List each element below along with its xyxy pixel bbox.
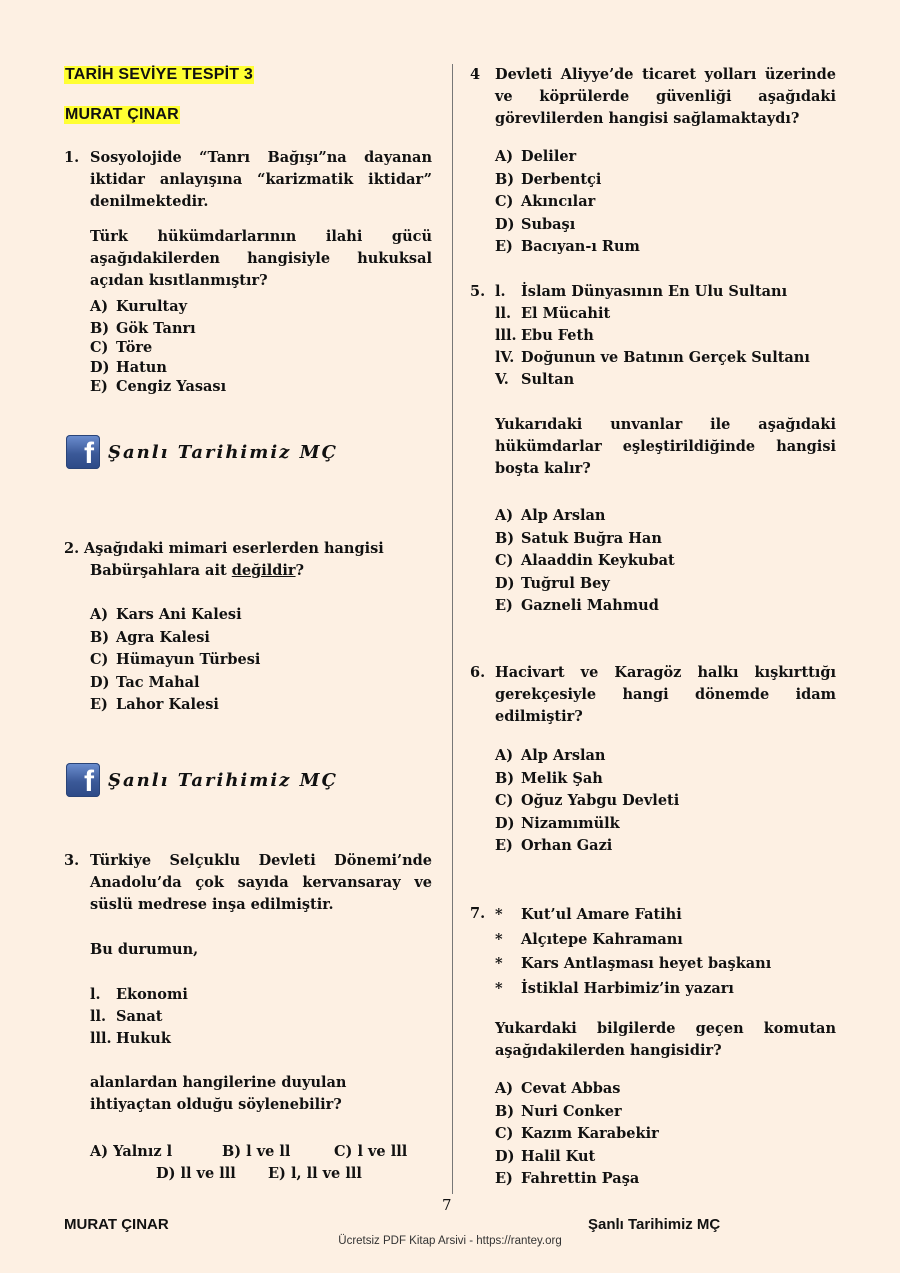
option-a[interactable]: A) Deliler (495, 148, 577, 165)
question-stem: Hacivart ve Karagöz halkı kışkırttığı gerekçesiyle hangi dönemde idam edilmiştir? (495, 664, 836, 725)
list-item: lll. Ebu Feth (495, 327, 594, 344)
option-a[interactable]: A) Yalnız l (90, 1143, 173, 1160)
question-prompt: Türk hükümdarlarının ilahi gücü aşağıdakilerden hangisiyle hukuksal açıdan kısıtlanmıştır? (90, 228, 432, 289)
option-e[interactable]: E) Lahor Kalesi (90, 696, 219, 713)
option-c[interactable]: C) Töre (90, 339, 153, 356)
option-b[interactable]: B) Satuk Buğra Han (495, 529, 662, 547)
question-prompt: alanlardan hangilerine duyulan ihtiyaçtan olduğu söylenebilir? (90, 1074, 357, 1113)
list-item: * Kut’ul Amare Fatihi (495, 906, 682, 923)
question-prompt: Babürşahlara ait değildir? (90, 562, 305, 579)
question-stem: Devleti Aliyye’de ticaret yolları üzerinde ve köprülerde güvenliği aşağıdaki görevlilerden hangisi sağlamaktaydı? (495, 66, 836, 127)
facebook-banner[interactable] (66, 763, 338, 797)
question-1-options (90, 296, 226, 397)
option-e[interactable]: E) Cengiz Yasası (90, 378, 227, 395)
option-d[interactable]: D) Nizamımülk (495, 814, 620, 832)
option-e[interactable]: E) l, ll ve lll (268, 1165, 362, 1182)
option-b[interactable]: B) Nuri Conker (495, 1102, 622, 1120)
question-stem: Sosyolojide “Tanrı Bağışı”na dayanan iktidar anlayışına “karizmatik iktidar” denilmektedir. (90, 149, 432, 210)
list-item: l. İslam Dünyasının En Ulu Sultanı (495, 283, 788, 300)
facebook-page-name: Şanlı Tarihimiz MÇ (108, 441, 338, 463)
question-number: 5. (470, 283, 486, 300)
question-stem: Aşağıdaki mimari eserlerden hangisi (84, 540, 384, 557)
negation-word: değildir (231, 562, 296, 579)
facebook-icon: f (66, 763, 100, 797)
question-number: 6. (470, 664, 486, 681)
question-number: 1. (64, 149, 80, 166)
facebook-page-name: Şanlı Tarihimiz MÇ (108, 769, 338, 791)
option-b[interactable]: B) Agra Kalesi (90, 628, 210, 646)
question-7-items (495, 903, 836, 1001)
question-4-options (495, 146, 640, 259)
question-7-options (495, 1078, 659, 1191)
question-5-items (495, 281, 836, 391)
list-item: * Alçıtepe Kahramanı (495, 930, 683, 948)
question-number: 2. (64, 540, 80, 557)
list-item: lll. Hukuk (90, 1030, 171, 1047)
list-item: * Kars Antlaşması heyet başkanı (495, 955, 772, 972)
facebook-icon: f (66, 435, 100, 469)
question-number: 4 (470, 66, 481, 83)
option-a[interactable]: A) Kars Ani Kalesi (90, 606, 242, 623)
question-6-options (495, 745, 679, 858)
list-item: V. Sultan (495, 371, 575, 388)
question-4 (470, 64, 836, 130)
question-stem: Türkiye Selçuklu Devleti Dönemi’nde Anadolu’da çok sayıda kervansaray ve süslü medrese inşa edilmiştir. (90, 852, 432, 913)
option-d[interactable]: D) Hatun (90, 358, 167, 376)
question-number: 7. (470, 905, 486, 922)
question-number: 3. (64, 852, 80, 869)
option-b[interactable]: B) Melik Şah (495, 769, 603, 787)
option-d[interactable]: D) Subaşı (495, 215, 576, 233)
option-b[interactable]: B) l ve ll (222, 1143, 291, 1160)
option-c[interactable]: C) l ve lll (334, 1143, 408, 1160)
list-item: ll. Sanat (90, 1008, 163, 1025)
question-7 (470, 903, 836, 1062)
question-2-options (90, 604, 260, 717)
option-d[interactable]: D) Tac Mahal (90, 673, 200, 691)
option-c[interactable]: C) Kazım Karabekir (495, 1125, 659, 1142)
list-item: l. Ekonomi (90, 986, 188, 1003)
option-e[interactable]: E) Fahrettin Paşa (495, 1170, 640, 1187)
option-e[interactable]: E) Gazneli Mahmud (495, 597, 659, 614)
question-prompt: Yukarıdaki unvanlar ile aşağıdaki hükümdarlar eşleştirildiğinde hangisi boşta kalır? (495, 416, 836, 477)
option-d[interactable]: D) Tuğrul Bey (495, 574, 610, 592)
option-a[interactable]: A) Cevat Abbas (495, 1080, 621, 1097)
question-6 (470, 662, 836, 728)
option-b[interactable]: B) Derbentçi (495, 170, 602, 188)
column-divider (452, 64, 453, 1194)
footer-page-name: Şanlı Tarihimiz MÇ (588, 1216, 721, 1233)
list-item: lV. Doğunun ve Batının Gerçek Sultanı (495, 349, 810, 366)
option-c[interactable]: C) Alaaddin Keykubat (495, 552, 675, 569)
option-d[interactable]: D) Halil Kut (495, 1147, 596, 1165)
question-3 (64, 850, 432, 1116)
option-a[interactable]: A) Alp Arslan (495, 747, 606, 764)
option-e[interactable]: E) Orhan Gazi (495, 837, 613, 854)
question-3-items (90, 984, 432, 1050)
facebook-banner[interactable] (66, 435, 338, 469)
option-e[interactable]: E) Bacıyan-ı Rum (495, 238, 640, 255)
question-lead: Bu durumun, (90, 941, 199, 958)
option-c[interactable]: C) Oğuz Yabgu Devleti (495, 792, 680, 809)
footer-source-link[interactable]: Ücretsiz PDF Kitap Arsivi - https://rantey.org (338, 1235, 562, 1247)
question-5-options (495, 505, 675, 618)
question-5 (470, 281, 836, 480)
option-c[interactable]: C) Akıncılar (495, 193, 596, 210)
question-prompt: Yukardaki bilgilerde geçen komutan aşağıdakilerden hangisidir? (495, 1020, 836, 1059)
option-a[interactable]: A) Alp Arslan (495, 507, 606, 524)
option-a[interactable]: A) Kurultay (90, 298, 188, 315)
option-c[interactable]: C) Hümayun Türbesi (90, 651, 261, 668)
question-1 (64, 147, 432, 292)
page-number: 7 (442, 1196, 452, 1214)
question-2 (64, 538, 432, 582)
page-title: TARİH SEVİYE TESPİT 3 (65, 66, 253, 83)
option-b[interactable]: B) Gök Tanrı (90, 319, 196, 337)
footer-author: MURAT ÇINAR (64, 1216, 169, 1233)
option-d[interactable]: D) ll ve lll (156, 1165, 236, 1182)
author-name: MURAT ÇINAR (65, 106, 179, 123)
list-item: * İstiklal Harbimiz’in yazarı (495, 979, 734, 997)
list-item: ll. El Mücahit (495, 305, 611, 322)
